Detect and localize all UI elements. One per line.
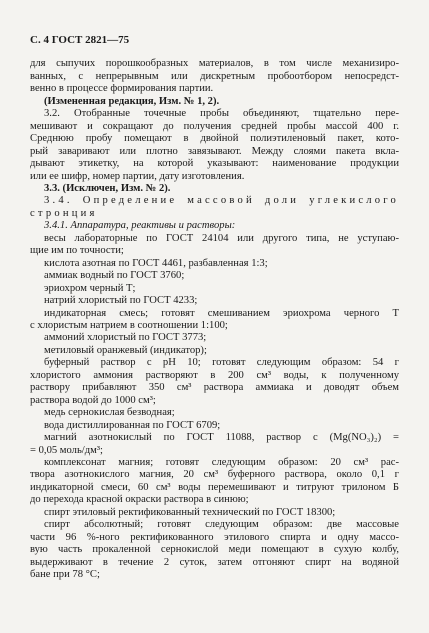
- list-item: индикаторная смесь; готовят смешиванием эриохрома черного Т: [44, 307, 399, 319]
- text-line: твора азотнокислого магния, 20 см³ буферного раствора, около 0,1 г: [30, 469, 399, 481]
- section-heading-cont: стронция: [30, 207, 98, 219]
- text-line: 3.2. Отобранные точечные пробы объединяют, тщательно пере-: [44, 108, 399, 120]
- list-item: кислота азотная по ГОСТ 4461, разбавленная 1:3;: [44, 257, 268, 269]
- text-line: Среднюю пробу помещают в двойной полиэтиленовый пакет, кото-: [30, 133, 399, 145]
- list-item: аммоний хлористый по ГОСТ 3773;: [44, 332, 207, 344]
- text-line: до перехода красной окраски раствора в синюю;: [30, 494, 249, 506]
- list-item: медь сернокислая безводная;: [44, 407, 175, 419]
- text-line: = 0,05 моль/дм³;: [30, 444, 103, 456]
- subsection-heading: 3.4.1. Аппаратура, реактивы и растворы:: [44, 220, 236, 232]
- page-header: С. 4 ГОСТ 2821—75: [30, 34, 130, 46]
- text-line: раствору прибавляют 350 см³ раствора аммиака и доводят объем: [30, 382, 399, 394]
- text-line: вую часть прокаленной сернокислой меди помещают в сухую колбу,: [30, 544, 399, 556]
- text-line: хлористого аммония растворяют в 200 см³ воды, к полученному: [30, 369, 399, 381]
- list-item: эриохром черный Т;: [44, 282, 136, 294]
- list-item: комплексонат магния; готовят следующим образом: 20 см³ рас-: [44, 456, 399, 468]
- section-heading: 3.4. Определение массовой доли углекислого: [44, 195, 399, 207]
- list-item: магний азотнокислый по ГОСТ 11088, раствор с (Mg(NO₃)₂) =: [44, 432, 399, 444]
- list-item: аммиак водный по ГОСТ 3760;: [44, 270, 185, 282]
- text-line: венно в процессе формирования партии.: [30, 83, 214, 95]
- list-item: буферный раствор с pH 10; готовят следующим образом: 54 г: [44, 357, 399, 369]
- list-item: метиловый оранжевый (индикатор);: [44, 344, 207, 356]
- text-line: мешивают и сокращают до получения средней пробы массой 400 г.: [30, 120, 399, 132]
- text-line: для сыпучих порошкообразных материалов, в том числе механизиро-: [30, 58, 399, 70]
- list-item: спирт этиловый ректификованный технический по ГОСТ 18300;: [44, 506, 336, 518]
- text-line: ванных, с непрерывным или дискретным пробоотбором непосредст-: [30, 70, 399, 82]
- text-line: бане при 78 °С;: [30, 569, 100, 581]
- text-line: или ее шифр, номер партии, дату изготовления.: [30, 170, 245, 182]
- text-line: индикаторной смеси, 60 см³ воды перемешивают и титруют трилоном Б: [30, 481, 399, 493]
- text-line: рый заваривают или плотно завязывают. Между слоями пакета вкла-: [30, 145, 399, 157]
- excluded-note: 3.3. (Исключен, Изм. № 2).: [44, 182, 171, 194]
- list-item: вода дистиллированная по ГОСТ 6709;: [44, 419, 221, 431]
- list-item: спирт абсолютный; готовят следующим образом: две массовые: [44, 519, 399, 531]
- text-line: щие им по точности;: [30, 245, 124, 257]
- text-line: выдерживают в течение 2 суток, затем отгоняют спирт на водяной: [30, 556, 399, 568]
- text-line: раствора водой до 1000 см³;: [30, 394, 156, 406]
- list-item: натрий хлористый по ГОСТ 4233;: [44, 295, 198, 307]
- text-line: с хлористым натрием в соотношении 1:100;: [30, 319, 228, 331]
- text-line: части 96 %-ного ректификованного этилового спирта и одну массо-: [30, 531, 399, 543]
- amendment-note: (Измененная редакция, Изм. № 1, 2).: [44, 95, 220, 107]
- text-line: дывают этикетку, на которой указывают: наименование продукции: [30, 158, 399, 170]
- list-item: весы лабораторные по ГОСТ 24104 или другого типа, не уступаю-: [44, 232, 399, 244]
